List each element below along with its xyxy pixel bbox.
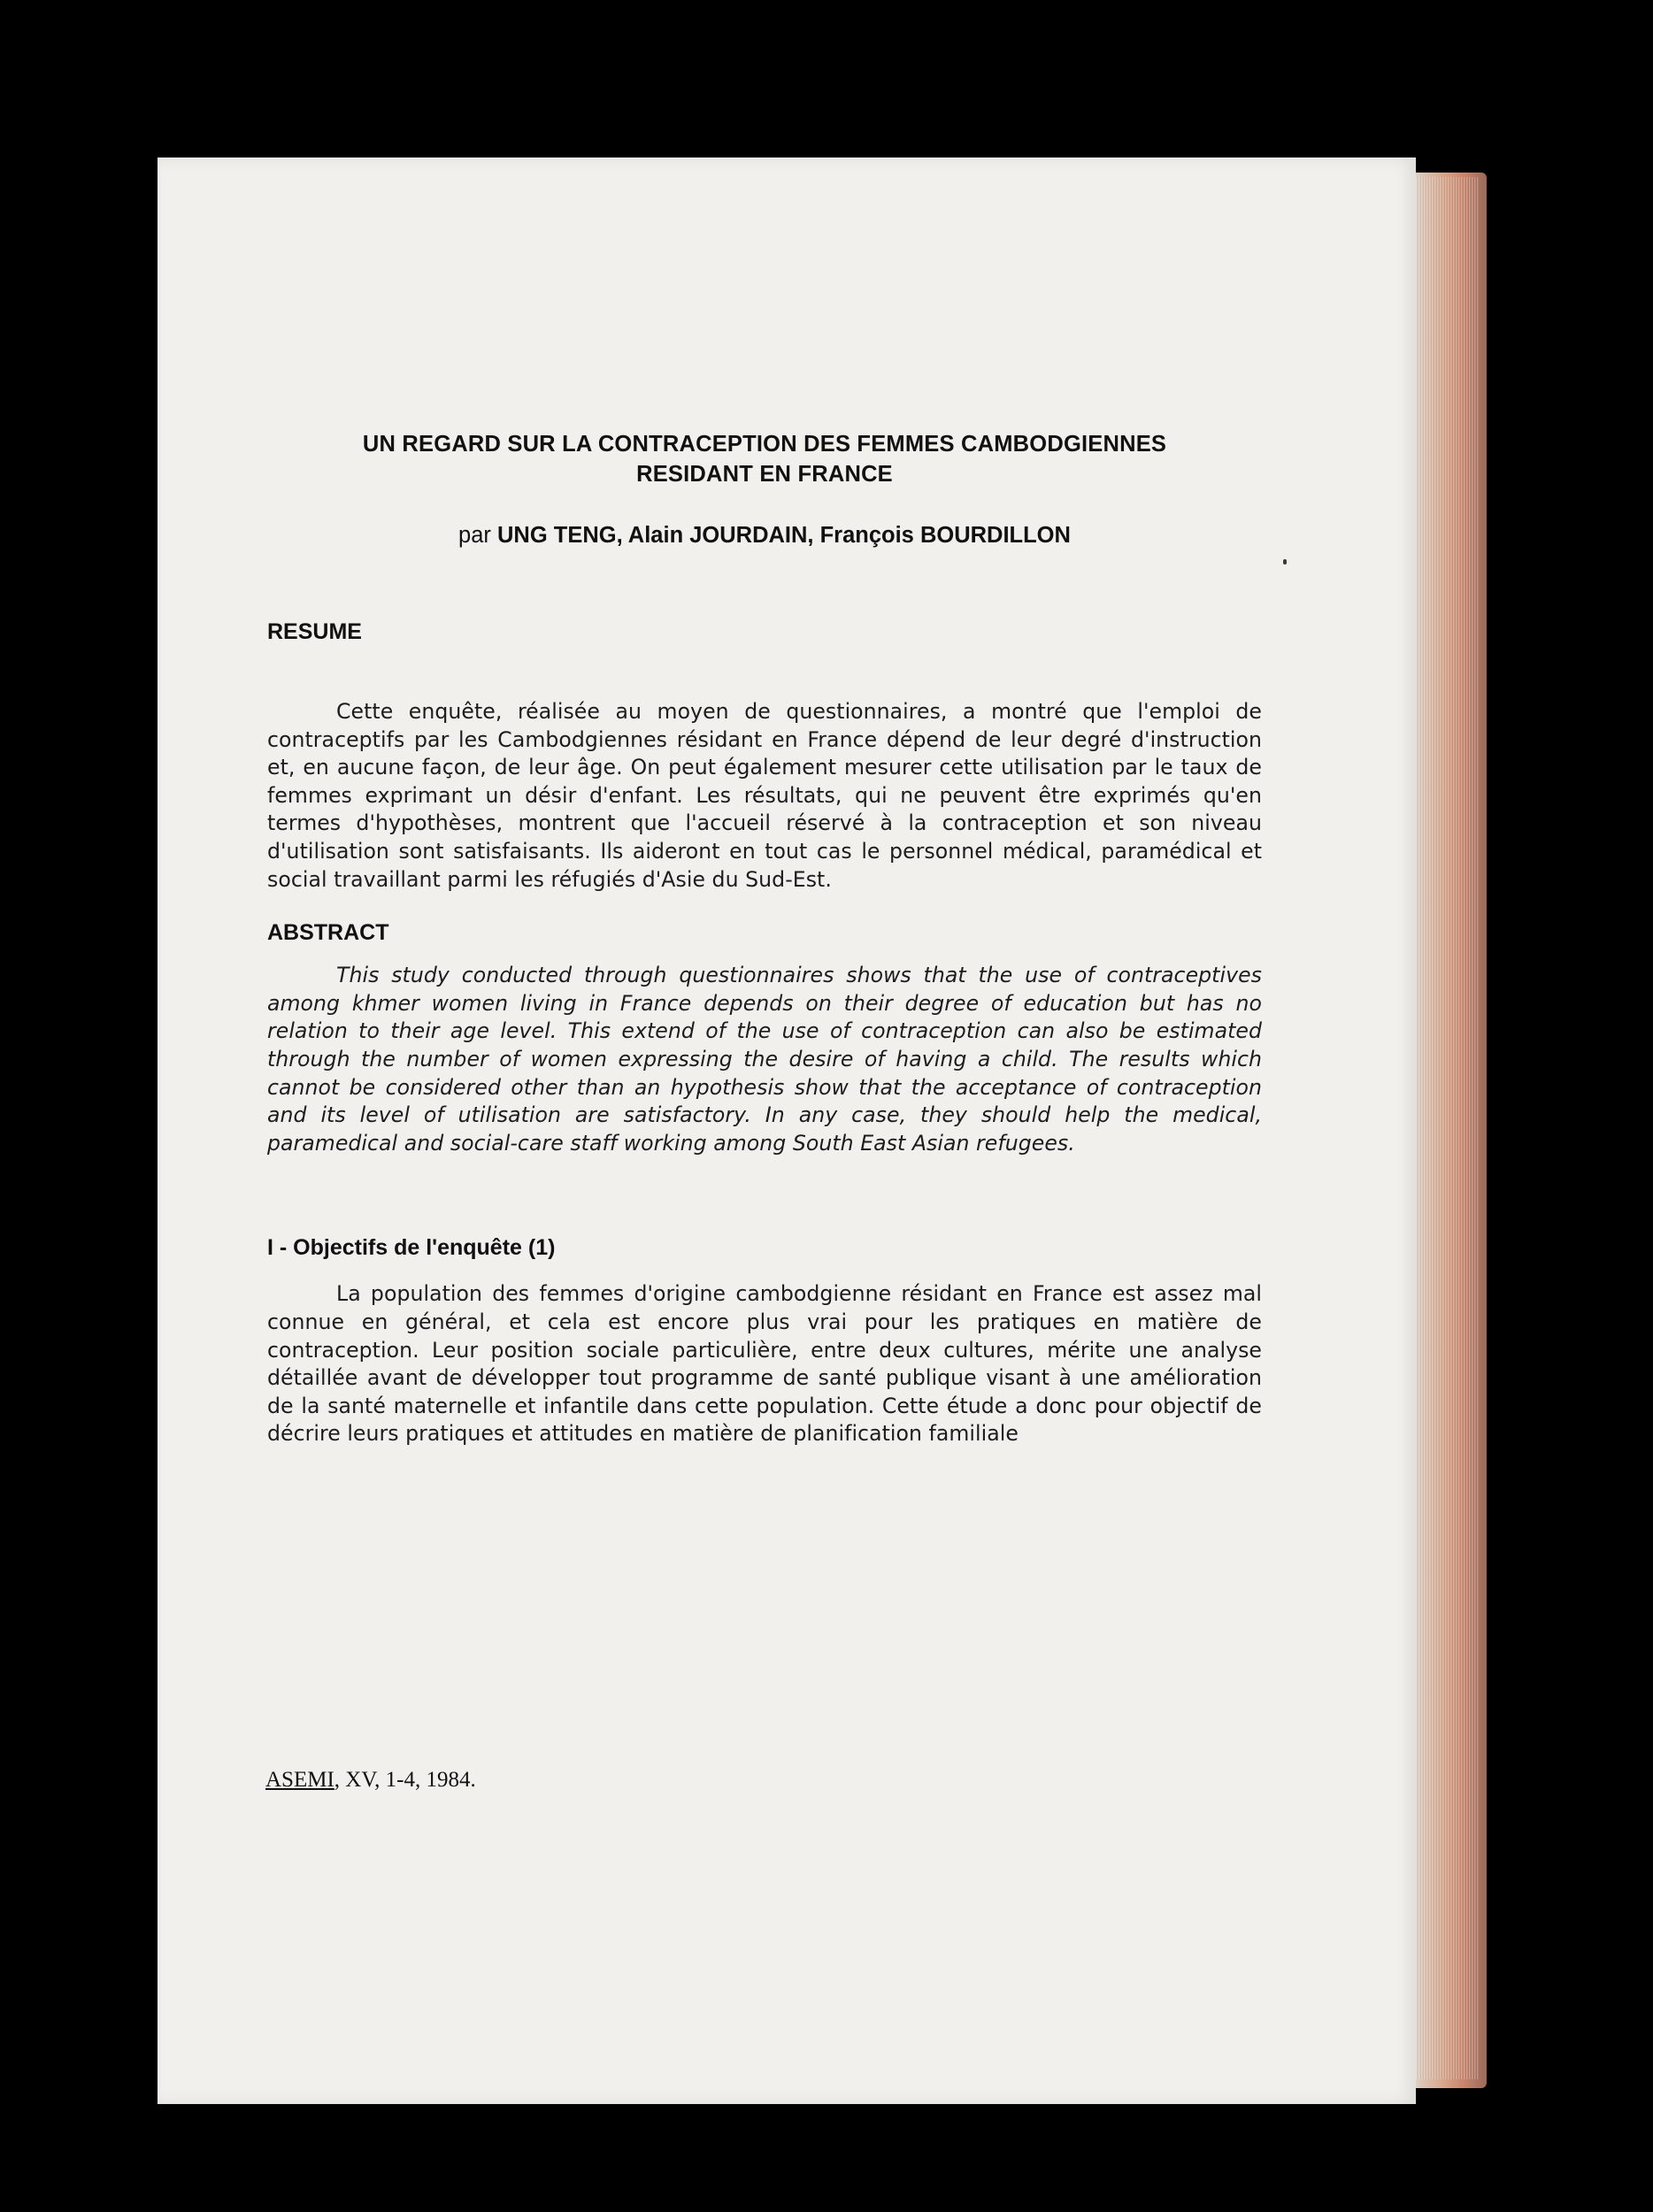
journal-volume: , XV, 1-4, 1984.: [334, 1768, 476, 1792]
article-title: [267, 429, 1262, 489]
authors-prefix: par: [458, 523, 491, 548]
abstract-heading: ABSTRACT: [267, 920, 389, 946]
title-line-1: UN REGARD SUR LA CONTRACEPTION DES FEMMES CAMBODGIENNES: [362, 432, 1167, 457]
objectifs-paragraph: La population des femmes d'origine cambodgienne résidant en France est assez mal connue en général, et cela est encore plus vrai pour les pratiques en matière de contraception. Leur position sociale particulière, entre deux cultures, mérite une analyse détaillée avant de développer tout programme de santé publique visant à une amélioration de la santé maternelle et infantile dans cette population. Cette étude a donc pour objectif de décrire leurs pratiques et attitudes en matière de planification familiale: [267, 1281, 1262, 1447]
resume-heading: RESUME: [267, 619, 362, 644]
abstract-paragraph: This study conducted through questionnaires shows that the use of contraceptives among khmer women living in France depends on their degree of education but has no relation to their age level. This extend of the use of contraception can also be estimated through the number of women expressing the desire of having a child. The results which cannot be considered other than an hypothesis show that the acceptance of contraception and its level of utilisation are satisfactory. In any case, they should help the medical, paramedical and social-care staff working among South East Asian refugees.: [267, 963, 1262, 1156]
journal-citation: [265, 1768, 476, 1793]
article-authors: [267, 523, 1262, 549]
journal-name: ASEMI: [265, 1768, 334, 1792]
title-line-2: RESIDANT EN FRANCE: [636, 462, 893, 487]
authors-names: UNG TENG, Alain JOURDAIN, François BOURDILLON: [497, 523, 1071, 548]
resume-paragraph: Cette enquête, réalisée au moyen de questionnaires, a montré que l'emploi de contraceptifs par les Cambodgiennes résidant en France dépend de leur degré d'instruction et, en aucune façon, de leur âge. On peut également mesurer cette utilisation par le taux de femmes exprimant un désir d'enfant. Les résultats, qui ne peuvent être exprimés qu'en termes d'hypothèses, montrent que l'accueil réservé à la contraception et son niveau d'utilisation sont satisfaisants. Ils aideront en tout cas le personnel médical, paramédical et social travaillant parmi les réfugiés d'Asie du Sud-Est.: [267, 699, 1262, 892]
article-body: [267, 429, 1262, 1448]
ink-speck: [1283, 559, 1287, 565]
page-stack-lines: [1416, 177, 1480, 2079]
objectifs-heading: I - Objectifs de l'enquête (1): [267, 1235, 556, 1261]
